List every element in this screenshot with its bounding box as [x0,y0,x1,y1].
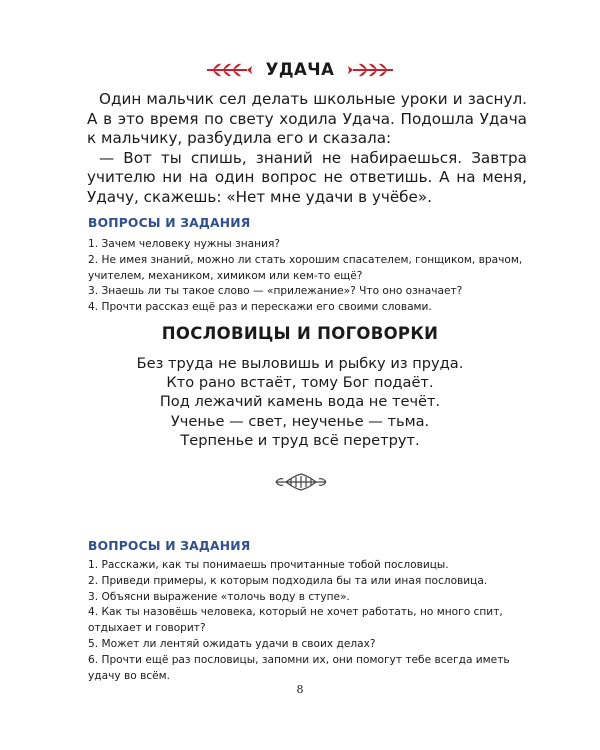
left-floral-ornament-icon [205,62,253,78]
question-item: 6. Прочти ещё раз пословицы, запомни их, они помогут тебе всегда иметь удачу во всём. [88,653,510,682]
question-item: 2. Не имея знаний, можно ли стать хорошим спасателем, гонщиком, врачом, учителем, механиком, химиком или кем-то ещё? [88,253,523,282]
question-item: 5. Может ли лентяй ожидать удачи в своих делах? [88,637,376,650]
proverbs-title: ПОСЛОВИЦЫ И ПОГОВОРКИ [161,324,439,343]
story-title-row [0,59,600,79]
questions-list [88,237,528,316]
question-item: 4. Как ты назовёшь человека, который не хочет работать, но много спит, отдыхает и говорит? [88,606,503,635]
question-item: 1. Расскажи, как ты понимаешь прочитанные тобой пословицы. [88,559,449,571]
proverbs-list [0,354,600,450]
story-paragraph: Один мальчик сел делать школьные уроки и заснул. А в это время по свету ходила Удача. Подошла Удача к мальчику, разбудила его и сказала: [87,90,527,147]
proverb-line: Кто рано встаёт, тому Бог подаёт. [166,374,434,392]
right-floral-ornament-icon [347,62,395,78]
proverb-line: Без труда не выловишь и рыбку из пруда. [136,355,464,372]
question-item: 3. Объясни выражение «толочь воду в ступе». [88,590,350,603]
questions-heading: ВОПРОСЫ И ЗАДАНИЯ [88,216,251,230]
page-number: 8 [296,683,304,696]
question-item: 3. Знаешь ли ты такое слово — «прилежание»? Что оно означает? [88,285,463,298]
question-item: 1. Зачем человеку нужны знания? [88,238,280,250]
question-item: 4. Прочти рассказ ещё раз и перескажи его своими словами. [88,301,432,314]
story-paragraph: — Вот ты спишь, знаний не набираешься. Завтра учителю ни на один вопрос не ответишь. А на меня, Удачу, скажешь: «Нет мне удачи в учёбе». [87,148,527,206]
questions-heading: ВОПРОСЫ И ЗАДАНИЯ [88,539,251,553]
story-text [87,90,527,207]
proverb-line: Терпенье и труд всё перетрут. [180,431,420,449]
story-title: УДАЧА [265,60,335,79]
questions-list [88,558,528,684]
proverb-line: Ученье — свет, неученье — тьма. [170,412,430,430]
decorative-divider-icon [272,470,330,494]
proverb-line: Под лежачий камень вода не течёт. [159,393,441,411]
question-item: 2. Приведи примеры, к которым подходила бы та или иная пословица. [88,574,488,587]
